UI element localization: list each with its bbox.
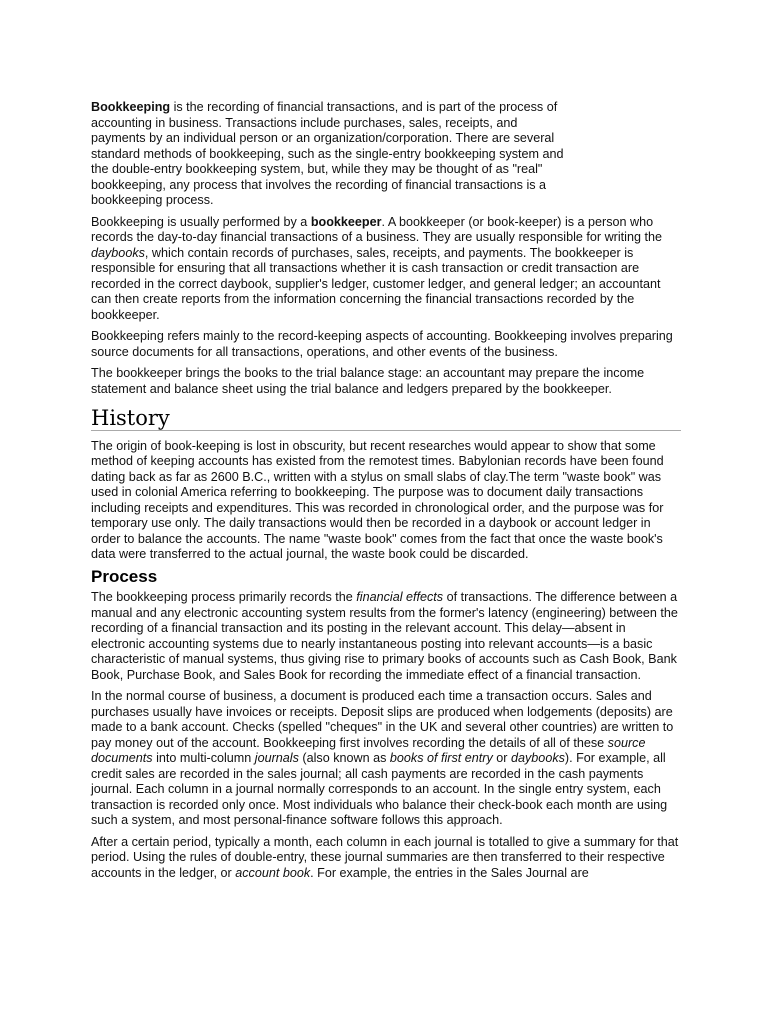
term-journals: journals	[254, 751, 299, 765]
process-heading: Process	[91, 566, 158, 586]
process-paragraph-1-part-a: The bookkeeping process primarily records the	[91, 590, 357, 604]
term-books-of-first-entry: books of first entry	[389, 751, 493, 765]
process-paragraph-2-part-c: (also known as	[298, 751, 390, 765]
process-paragraph-2-part-a: In the normal course of business, a document is produced each time a transaction occurs. Sales and purchases usually have invoices or receipts. Deposit slips are produced when lodgements (deposits) are made to a bank account. Checks (spelled "cheques" in the UK and several other countries) are written to pay money out of the account. Bookkeeping first involves recording the details of all of these	[91, 689, 674, 750]
process-paragraph-2-part-b: into multi-column	[152, 751, 255, 765]
process-paragraph-1	[91, 590, 681, 683]
process-paragraph-3-part-a: After a certain period, typically a month, each column in each journal is totalled to give a summary for that period. Using the rules of double-entry, these journal summaries are then transferred to their respective accounts in the ledger, or	[91, 834, 679, 880]
term-daybooks-2: daybooks	[511, 751, 565, 765]
intro-paragraph-2-part-b: . A bookkeeper (or book-keeper) is a person who records the day-to-day financial transactions of a business. They are usually responsible for writing the	[91, 214, 662, 244]
term-bookkeeper: bookkeeper	[310, 214, 382, 229]
intro-paragraph-3: Bookkeeping refers mainly to the record-keeping aspects of accounting. Bookkeeping involves preparing source documents for all transactions, operations, and other events of the business.	[91, 329, 673, 359]
process-paragraph-2-part-d: or	[492, 751, 511, 765]
intro-paragraph-2-part-a: Bookkeeping is usually performed by a	[91, 214, 311, 229]
term-financial-effects: financial effects	[356, 590, 444, 604]
intro-paragraph-1	[91, 100, 571, 209]
intro-paragraph-1-text: is the recording of financial transactions, and is part of the process of accounting in business. Transactions include purchases, sales, receipts, and payments by an individual person or an organization/corporation. There are several standard methods of bookkeeping, such as the single-entry bookkeeping system and the double-entry bookkeeping system, but, while they may be thought of as "real" bookkeeping, any process that involves the recording of financial transactions is a bookkeeping process.	[91, 100, 564, 207]
process-paragraph-2-part-e: ). For example, all credit sales are recorded in the sales journal; all cash payments are recorded in the cash payments journal. Each column in a journal normally corresponds to an account. In the single entry system, each transaction is recorded only once. Most individuals who balance their check-book each month are using such a system, and most personal-finance software follows this approach.	[91, 751, 668, 827]
term-account-book: account book	[235, 865, 311, 880]
process-paragraph-2	[91, 689, 681, 829]
history-paragraph-1: The origin of book-keeping is lost in obscurity, but recent researches would appear to show that some method of keeping accounts has existed from the remotest times. Babylonian records have been found dating back as far as 2600 B.C., written with a stylus on small slabs of clay.The term "waste book" was used in colonial America referring to bookkeeping. The purpose was to document daily transactions including receipts and expenditures. This was recorded in chronological order, and the purpose was for temporary use only. The daily transactions would then be recorded in a daybook or account ledger in order to balance the accounts. The name "waste book" comes from the fact that once the waste book's data were transferred to the actual journal, the waste book could be discarded.	[91, 438, 664, 561]
document-page	[91, 100, 681, 887]
process-paragraph-1-part-b: of transactions. The difference between a manual and any electronic accounting system results from the former's latency (engineering) between the recording of a financial transaction and its posting in the relevant account. This delay—absent in electronic accounting systems due to nearly instantaneous posting into relevant accounts—is a basic characteristic of manual systems, thus giving rise to primary books of accounts such as Cash Book, Bank Book, Purchase Book, and Sales Book for recording the immediate effect of a financial transaction.	[91, 590, 678, 682]
term-source-documents: source documents	[91, 735, 646, 765]
history-section	[91, 406, 681, 431]
process-paragraph-3-part-b: . For example, the entries in the Sales Journal are	[310, 865, 589, 880]
history-heading: History	[91, 411, 681, 431]
intro-paragraph-2	[91, 215, 681, 324]
intro-paragraph-2-part-c: , which contain records of purchases, sales, receipts, and payments. The bookkeeper is responsible for ensuring that all transactions whether it is cash transaction or credit transaction are recorded in the correct daybook, supplier's ledger, customer ledger, and general ledger; an accountant can then create reports from the information concerning the financial transactions recorded by the bookkeeper.	[91, 245, 661, 322]
process-paragraph-3	[91, 835, 681, 882]
term-bookkeeping: Bookkeeping	[91, 100, 171, 114]
intro-paragraph-4: The bookkeeper brings the books to the trial balance stage: an accountant may prepare the income statement and balance sheet using the trial balance and ledgers prepared by the bookkeeper.	[91, 366, 645, 396]
term-daybooks: daybooks	[91, 245, 145, 260]
